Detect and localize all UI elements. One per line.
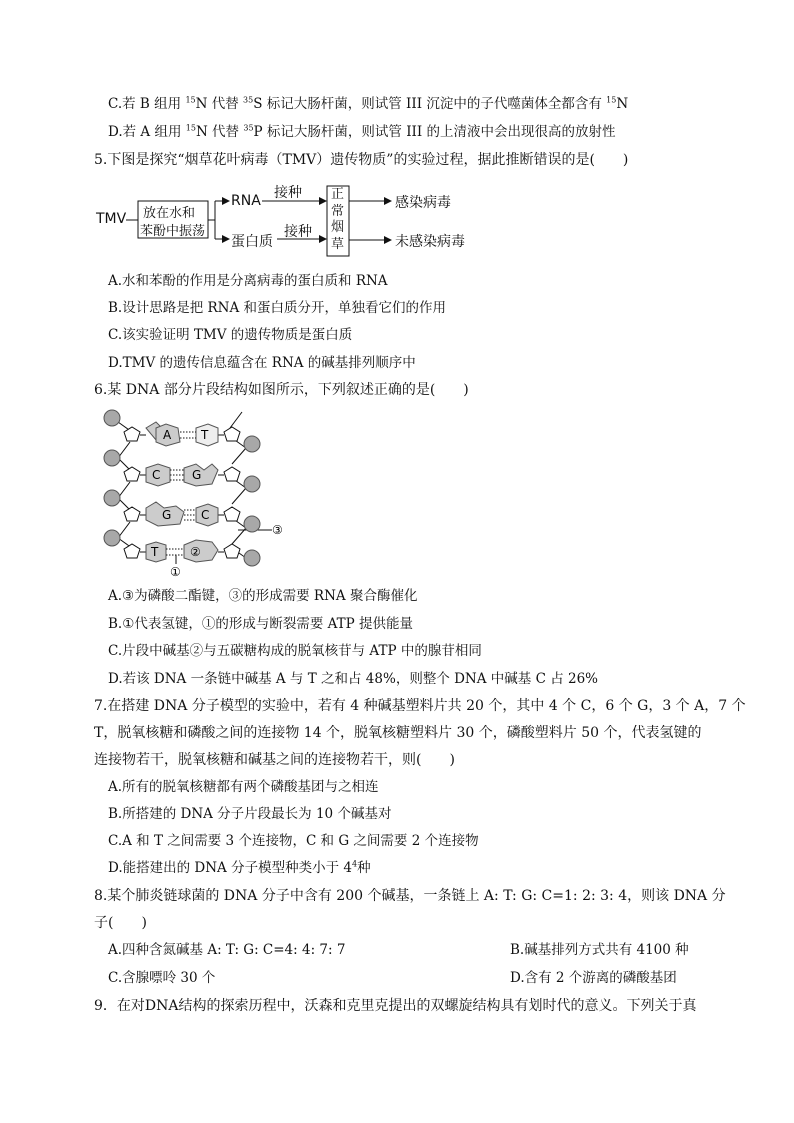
deoxyribose-sugars [124,427,240,558]
base-label-t: T [201,428,209,442]
process-label-2: 苯酚中振荡 [140,224,206,239]
inoculate-label-2: 接种 [284,224,312,240]
plant-label: 正 常 烟 草 [331,187,345,252]
q8-option-d: D.含有 2 个游离的磷酸基团 [510,970,677,986]
protein-label: 蛋白质 [231,234,273,250]
q4-option-c: C.若 B 组用 $^{15}$N 代替 $^{35}$S 标记大肠杆菌，则试管 III 沉淀中的子代噬菌体全都含有 $^{15}$N [108,95,629,112]
base-label-t2: T [151,545,159,559]
base-label-g: G [192,468,202,482]
q5-option-d: D.TMV 的遗传信息蕴含在 RNA 的碱基排列顺序中 [108,355,416,371]
q7-stem-line-2: T，脱氧核糖和磷酸之间的连接物 14 个，脱氧核糖塑料片 30 个，磷酸塑料片 50 个，代表氢键的 [94,725,702,741]
q6-option-b: B.①代表氢键，①的形成与断裂需要 ATP 提供能量 [108,616,413,632]
marker-1: ① [170,565,181,578]
dna-structure-diagram [100,408,300,578]
q7-stem-line-1: 7.在搭建 DNA 分子模型的实验中，若有 4 种碱基塑料片共 20 个，其中 4 个 C，6 个 G，3 个 A，7 个 [94,698,746,714]
q7-option-c: C.A 和 T 之间需要 3 个连接物，C 和 G 之间需要 2 个连接物 [108,833,479,849]
process-label-1: 放在水和 [143,206,196,221]
marker-3: ③ [272,523,283,537]
q5-option-c: C.该实验证明 TMV 的遗传物质是蛋白质 [108,327,353,343]
q5-option-a: A.水和苯酚的作用是分离病毒的蛋白质和 RNA [108,273,388,289]
q7-option-a: A.所有的脱氧核糖都有两个磷酸基团与之相连 [108,779,379,795]
q7-option-b: B.所搭建的 DNA 分子片段最长为 10 个碱基对 [108,806,392,822]
q8-stem-line-1: 8.某个肺炎链球菌的 DNA 分子中含有 200 个碱基，一条链上 A: T: G: C=1: 2: 3: 4，则该 DNA 分 [94,888,726,904]
base-label-a: A [163,428,172,442]
q8-option-a: A.四种含氮碱基 A: T: G: C=4: 4: 7: 7 [108,942,346,958]
q6-stem: 6.某 DNA 部分片段结构如图所示，下列叙述正确的是( ) [94,382,469,398]
q6-option-a: A.③为磷酸二酯键，③的形成需要 RNA 聚合酶催化 [108,588,418,604]
q8-stem-line-2: 子( ) [94,915,147,931]
base-label-c2: C [201,508,210,522]
q7-stem-line-3: 连接物若干，脱氧核糖和碱基之间的连接物若干，则( ) [94,752,455,768]
q5-option-b: B.设计思路是把 RNA 和蛋白质分开，单独看它们的作用 [108,300,447,316]
q7-option-d: D.能搭建出的 DNA 分子模型种类小于 $4^4$种 [108,859,371,876]
rna-label: RNA [231,193,261,209]
base-label-marker2: ② [190,545,201,559]
tmv-label: TMV [96,211,127,227]
q4-option-d: D.若 A 组用 $^{15}$N 代替 $^{35}$P 标记大肠杆菌，则试管 III 的上清液中会出现很高的放射性 [108,123,616,140]
q5-stem: 5.下图是探究“烟草花叶病毒（TMV）遗传物质”的实验过程，据此推断错误的是( ) [94,152,629,168]
result-infected: 感染病毒 [395,195,451,211]
inoculate-label-1: 接种 [274,185,302,201]
base-label-c: C [152,468,161,482]
result-not-infected: 未感染病毒 [395,234,465,250]
q8-option-b: B.碱基排列方式共有 4100 种 [510,942,689,958]
base-label-g2: G [162,508,172,522]
q6-option-d: D.若该 DNA 一条链中碱基 A 与 T 之和占 48%，则整个 DNA 中碱基 C 占 26% [108,671,598,687]
q9-stem: 9．在对DNA结构的探索历程中，沃森和克里克提出的双螺旋结构具有划时代的意义。下列关于真 [94,998,697,1014]
q8-option-c: C.含腺嘌呤 30 个 [108,970,216,986]
q6-option-c: C.片段中碱基②与五碳糖构成的脱氧核苷与 ATP 中的腺苷相同 [108,643,482,659]
